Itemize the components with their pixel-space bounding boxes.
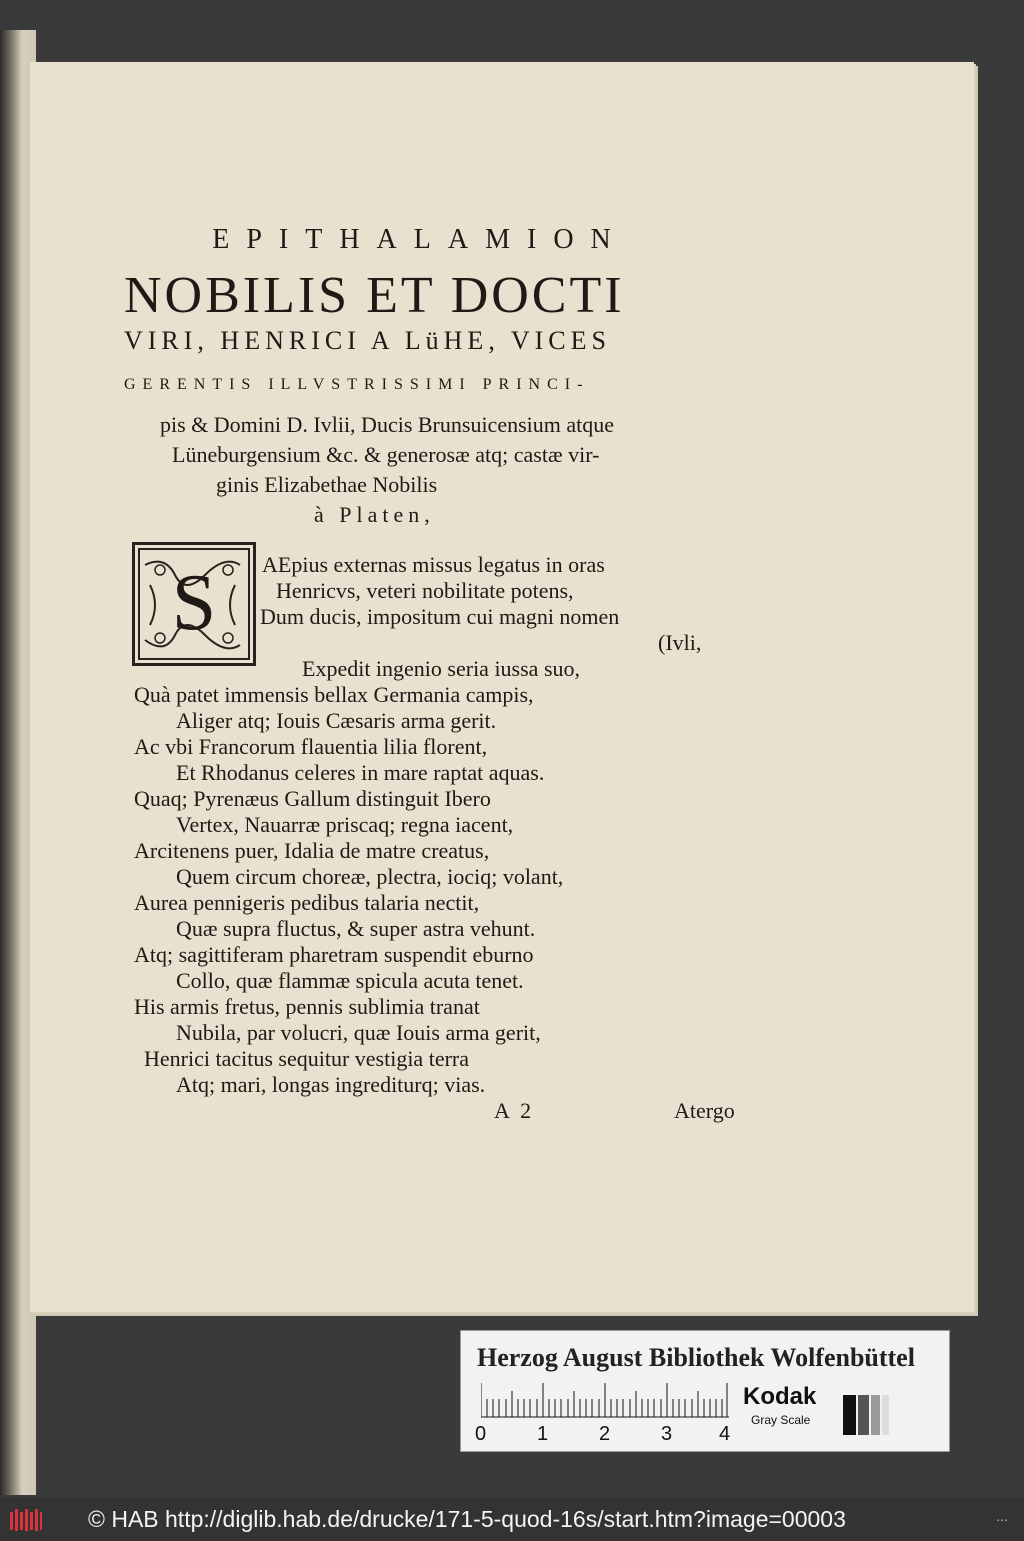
- verse-line: Expedit ingenio seria iussa suo,: [302, 656, 581, 681]
- verse-line: Aliger atq; Iouis Cæsaris arma gerit.: [176, 708, 497, 733]
- kodak-brand: Kodak: [743, 1383, 817, 1410]
- swatch-light: [882, 1395, 889, 1435]
- verse-line: (Ivli,: [658, 630, 702, 655]
- title-pis: pis & Domini D. Ivlii, Ducis Brunsuicensium atque: [160, 412, 615, 437]
- ruler-number: 0: [475, 1423, 487, 1445]
- footer-copyright-url[interactable]: © HAB http://diglib.hab.de/drucke/171-5-quod-16s/start.htm?image=00003: [88, 1506, 846, 1532]
- verse-line: Quæ supra fluctus, & super astra vehunt.: [176, 916, 536, 941]
- catchword: Atergo: [674, 1098, 735, 1123]
- initial-ornament-icon: [135, 545, 253, 663]
- swatch-black: [843, 1395, 856, 1435]
- title-epithalamion: EPITHALAMION: [212, 224, 628, 255]
- verse-line: Et Rhodanus celeres in mare raptat aquas.: [176, 760, 545, 785]
- title-ginis: ginis Elizabethae Nobilis: [216, 472, 438, 497]
- library-color-card: [460, 1330, 950, 1452]
- swatch-mid: [871, 1395, 880, 1435]
- verse-line: Henrici tacitus sequitur vestigia terra: [144, 1046, 469, 1071]
- verse-line: Arcitenens puer, Idalia de matre creatus,: [134, 838, 490, 863]
- title-nobilis: NOBILIS ET DOCTI: [124, 267, 625, 324]
- verse-line: Henricvs, veteri nobilitate potens,: [276, 578, 574, 603]
- ruler-number: 4: [719, 1423, 731, 1445]
- verse-line: Vertex, Nauarræ priscaq; regna iacent,: [176, 812, 514, 837]
- verse-line: Quà patet immensis bellax Germania campis,: [134, 682, 534, 707]
- footer-bar: [0, 1498, 1024, 1541]
- verse-line: Atq; sagittiferam pharetram suspendit eburno: [134, 942, 534, 967]
- verse-line: Nubila, par volucri, quæ Iouis arma gerit,: [176, 1020, 541, 1045]
- gray-scale-swatch: [843, 1395, 889, 1435]
- library-name: Herzog August Bibliothek Wolfenbüttel: [477, 1343, 915, 1372]
- verse-line: Ac vbi Francorum flauentia lilia florent,: [134, 734, 488, 759]
- title-platen: à Platen,: [314, 502, 435, 527]
- verse-line: Collo, quæ flammæ spicula acuta tenet.: [176, 968, 524, 993]
- verse-line: Dum ducis, impositum cui magni nomen: [260, 604, 620, 629]
- ruler-number: 3: [661, 1423, 673, 1445]
- verse-line: Quaq; Pyrenæus Gallum distinguit Ibero: [134, 786, 491, 811]
- hab-logo-icon: [8, 1506, 44, 1534]
- verse-line: Atq; mari, longas ingrediturq; vias.: [176, 1072, 486, 1097]
- scale-ruler: [481, 1383, 729, 1419]
- initial-letter: S: [171, 559, 217, 647]
- verse-line: Quem circum choreæ, plectra, iociq; volant,: [176, 864, 564, 889]
- ruler-ticks-icon: [481, 1383, 729, 1419]
- title-viri: VIRI, HENRICI A LüHE, VICES: [124, 326, 611, 355]
- swatch-dark: [858, 1395, 869, 1435]
- verse-line: His armis fretus, pennis sublimia tranat: [134, 994, 480, 1019]
- verse-line: AEpius externas missus legatus in oras: [262, 552, 605, 577]
- verse-line: Aurea pennigeris pedibus talaria nectit,: [134, 890, 480, 915]
- ruler-number: 1: [537, 1423, 549, 1445]
- title-luneburg: Lüneburgensium &c. & generosæ atq; castæ vir-: [172, 442, 600, 467]
- book-page: [30, 62, 974, 1312]
- ruler-number: 2: [599, 1423, 611, 1445]
- gray-scale-label: Gray Scale: [751, 1413, 811, 1427]
- ornamental-initial: [132, 542, 256, 666]
- signature-mark: A 2: [494, 1098, 535, 1123]
- more-menu-icon[interactable]: ...: [996, 1508, 1008, 1524]
- title-gerentis: GERENTIS ILLVSTRISSIMI PRINCI-: [124, 376, 590, 393]
